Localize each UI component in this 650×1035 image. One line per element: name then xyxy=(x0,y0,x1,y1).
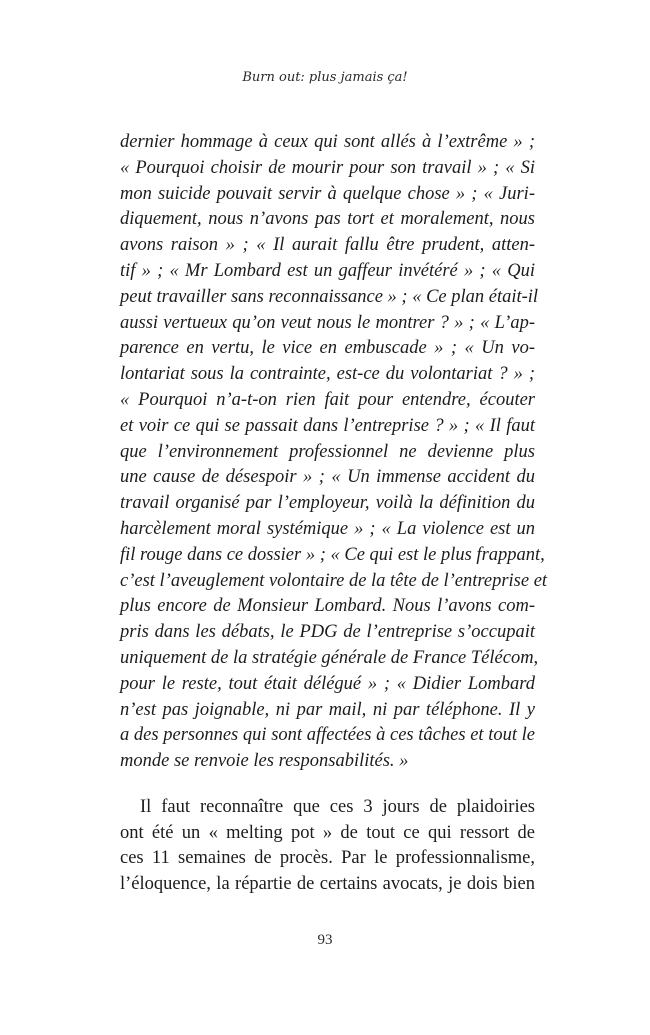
text-line: lontariat sous la contrainte, est-ce du volontariat ? » ; xyxy=(120,364,535,385)
text-line: mon suicide pouvait servir à quelque chose » ; « Juri- xyxy=(120,183,535,204)
text-line: Il faut reconnaître que ces 3 jours de plaidoiries xyxy=(140,797,535,817)
text-line: uniquement de la stratégie générale de France Télécom, xyxy=(120,647,539,668)
text-line: avons raison » ; « Il aurait fallu être prudent, atten- xyxy=(120,235,535,256)
text-line: peut travailler sans reconnaissance » ; « Ce plan était-il xyxy=(120,286,539,307)
text-line: l’éloquence, la répartie de certains avocats, je dois bien xyxy=(120,873,535,894)
running-header: Burn out: plus jamais ça! xyxy=(242,70,408,85)
text-line: « Pourquoi n’a-t-on rien fait pour entendre, écouter xyxy=(120,389,535,410)
quoted-passage xyxy=(120,130,548,775)
text-line: n’est pas joignable, ni par mail, ni par téléphone. Il y xyxy=(120,699,535,720)
text-line: harcèlement moral systémique » ; « La violence est un xyxy=(120,518,535,539)
text-line: et voir ce qui se passait dans l’entreprise ? » ; « Il faut xyxy=(120,415,535,436)
text-line: a des personnes qui sont affectées à ces tâches et tout le xyxy=(120,725,535,746)
text-line: ces 11 semaines de procès. Par le professionnalisme, xyxy=(120,848,535,868)
text-line: tif » ; « Mr Lombard est un gaffeur invétéré » ; « Qui xyxy=(120,260,535,281)
text-line: dernier hommage à ceux qui sont allés à l’extrême » ; xyxy=(120,132,535,152)
text-line: pris dans les débats, le PDG de l’entreprise s’occupait xyxy=(120,622,535,643)
text-line: c’est l’aveuglement volontaire de la tête de l’entreprise et xyxy=(120,570,548,591)
text-line: monde se renvoie les responsabilités. » xyxy=(120,751,409,772)
text-line: une cause de désespoir » ; « Un immense accident du xyxy=(120,467,535,488)
text-line: travail organisé par l’employeur, voilà la définition du xyxy=(120,493,535,514)
text-line: « Pourquoi choisir de mourir pour son travail » ; « Si xyxy=(120,157,535,178)
text-line: diquement, nous n’avons pas tort et moralement, nous xyxy=(120,209,535,230)
text-line: plus encore de Monsieur Lombard. Nous l’avons com- xyxy=(120,596,535,617)
text-line: pour le reste, tout était délégué » ; « Didier Lombard xyxy=(120,673,535,694)
text-line: parence en vertu, le vice en embuscade » ; « Un vo- xyxy=(120,338,535,359)
body-paragraph xyxy=(120,795,535,897)
page-number: 93 xyxy=(317,932,333,948)
text-line: fil rouge dans ce dossier » ; « Ce qui est le plus frappant, xyxy=(120,544,545,565)
text-line: ont été un « melting pot » de tout ce qui ressort de xyxy=(120,822,535,843)
text-line: aussi vertueux qu’on veut nous le montrer ? » ; « L’ap- xyxy=(120,312,535,333)
text-line: que l’environnement professionnel ne devienne plus xyxy=(120,441,535,462)
